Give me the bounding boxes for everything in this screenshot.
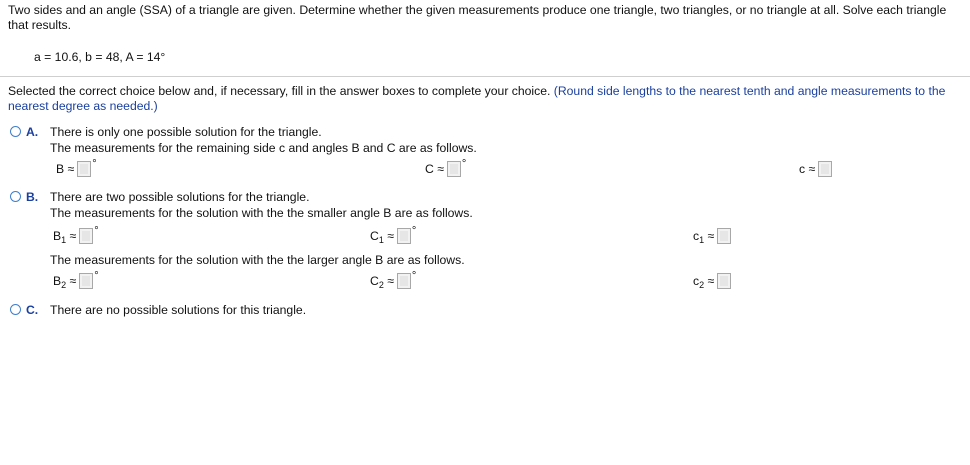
angle-b-input[interactable] — [77, 161, 91, 177]
option-a-angle-b-row — [56, 158, 97, 177]
degree-symbol: ° — [94, 225, 99, 238]
option-a-angle-c-row — [425, 158, 467, 177]
angle-c-label: C ≈ — [425, 162, 444, 176]
option-b-subtext-1: The measurements for the solution with the the smaller angle B are as follows. — [50, 206, 473, 220]
degree-symbol: ° — [411, 225, 417, 238]
option-a-radio[interactable] — [10, 126, 21, 137]
angle-c-input[interactable] — [447, 161, 461, 177]
option-a-text: There is only one possible solution for the triangle. — [50, 125, 322, 139]
side-c-input[interactable] — [818, 161, 832, 177]
angle-b2-label: B — [53, 274, 62, 288]
instructions — [8, 84, 948, 114]
degree-symbol: ° — [461, 158, 467, 171]
degree-symbol: ° — [92, 158, 97, 171]
section-divider — [0, 76, 970, 77]
option-a-letter: A. — [26, 125, 39, 139]
option-b-angle-b2-row: $B_2$ ≈ ° — [53, 270, 99, 290]
option-b-subtext-2: The measurements for the solution with the the larger angle B are as follows. — [50, 253, 465, 267]
angle-b1-input[interactable] — [79, 228, 93, 244]
given-values: a = 10.6, b = 48, A = 14° — [34, 50, 166, 64]
option-a-subtext: The measurements for the remaining side c and angles B and C are as follows. — [50, 141, 477, 155]
option-b-text: There are two possible solutions for the triangle. — [50, 190, 310, 204]
option-a-side-c-row — [799, 161, 832, 177]
instructions-hint: (Round side lengths to the nearest tenth and angle measurements to the nearest degree as needed.) — [8, 84, 946, 113]
angle-b1-label: B — [53, 229, 62, 243]
angle-c2-label: C — [370, 274, 379, 288]
option-b-radio[interactable] — [10, 191, 21, 202]
degree-symbol: ° — [94, 270, 99, 283]
option-c-text: There are no possible solutions for this triangle. — [50, 303, 307, 317]
side-c1-label: c — [693, 229, 700, 243]
option-b-angle-c2-row: $C_2$ ≈ ° — [370, 270, 417, 290]
side-c2-label: c — [693, 274, 700, 288]
option-c-letter: C. — [26, 303, 39, 317]
instructions-main: Selected the correct choice below and, if necessary, fill in the answer boxes to complete your choice. — [8, 84, 551, 98]
side-c1-input[interactable] — [717, 228, 731, 244]
option-b-side-c1-row: $c_1$ ≈ — [693, 228, 731, 244]
angle-b-label: B ≈ — [56, 162, 75, 176]
angle-c2-input[interactable] — [397, 273, 411, 289]
option-b-letter: B. — [26, 190, 39, 204]
option-b-side-c2-row: $c_2$ ≈ — [693, 273, 731, 289]
option-c-radio[interactable] — [10, 304, 21, 315]
option-b-angle-b1-row: $B_1$ ≈ ° — [53, 225, 99, 245]
angle-c1-input[interactable] — [397, 228, 411, 244]
angle-c1-label: C — [370, 229, 379, 243]
angle-b2-input[interactable] — [79, 273, 93, 289]
option-b-angle-c1-row: $C_1$ ≈ ° — [370, 225, 417, 245]
problem-prompt: Two sides and an angle (SSA) of a triangle are given. Determine whether the given measurements produce one triangle, two triangles, or no triangle at all. Solve each triangle that results. — [8, 3, 947, 32]
degree-symbol: ° — [411, 270, 417, 283]
side-c2-input[interactable] — [717, 273, 731, 289]
side-c-label: c ≈ — [799, 162, 816, 176]
